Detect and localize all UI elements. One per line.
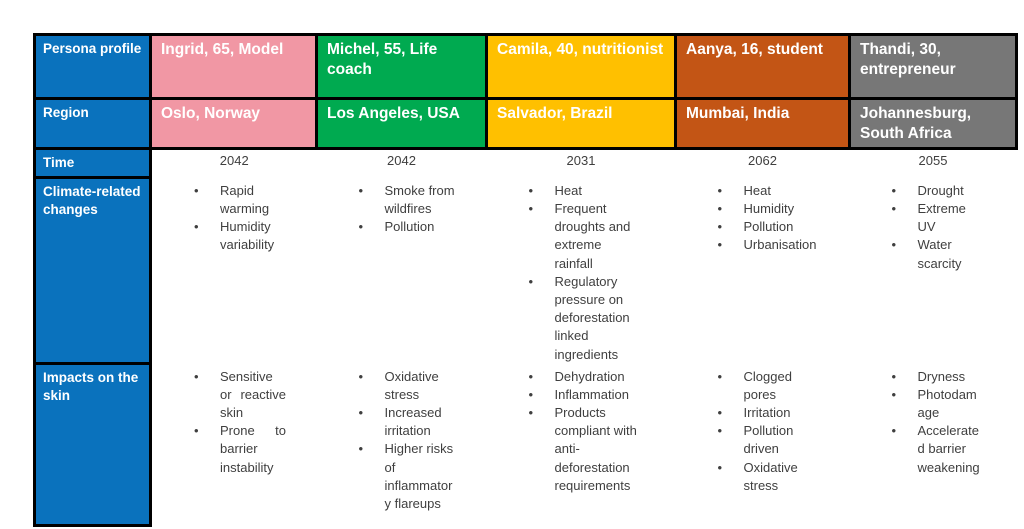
persona-cell-ingrid: Ingrid, 65, Model xyxy=(151,35,317,99)
climate-list-michel xyxy=(317,178,487,364)
bullet-item: • Dehydration xyxy=(527,368,639,386)
time-value: 2042 xyxy=(387,153,416,169)
bullet-list xyxy=(850,368,1017,477)
bullet-item: • Drought xyxy=(890,182,982,200)
bullet-list xyxy=(676,182,850,255)
row-label-skin-impacts: Impacts on the skin xyxy=(35,364,151,526)
bullet-item: • Urbanisation xyxy=(716,236,822,254)
bullet-item: • Irritation xyxy=(716,404,822,422)
bullet-item: • Regulatory pressure on deforestation linked ingredients xyxy=(527,273,639,364)
bullet-list xyxy=(152,182,317,255)
bullet-list xyxy=(152,368,317,477)
bullet-list xyxy=(676,368,850,495)
impacts-list-michel xyxy=(317,364,487,526)
climate-list-aanya xyxy=(676,178,850,364)
region-cell-mumbai: Mumbai, India xyxy=(676,99,850,149)
persona-cell-thandi: Thandi, 30, entrepreneur xyxy=(850,35,1017,99)
impacts-list-camila xyxy=(487,364,676,526)
region-cell-johannesburg: Johannesburg, South Africa xyxy=(850,99,1017,149)
bullet-item: • Oxidative stress xyxy=(357,368,459,404)
row-label-region: Region xyxy=(35,99,151,149)
persona-comparison-table xyxy=(33,33,1018,527)
persona-profile-row xyxy=(35,35,1017,99)
impacts-list-ingrid xyxy=(151,364,317,526)
bullet-item: • Humidity xyxy=(716,200,822,218)
bullet-item: • Water scarcity xyxy=(890,236,982,272)
persona-cell-camila: Camila, 40, nutritionist xyxy=(487,35,676,99)
bullet-item: • Increased irritation xyxy=(357,404,459,440)
bullet-list xyxy=(317,182,487,237)
bullet-item: • Smoke from wildfires xyxy=(357,182,459,218)
bullet-item: • Heat xyxy=(716,182,822,200)
climate-list-thandi xyxy=(850,178,1017,364)
time-row xyxy=(35,149,1017,178)
bullet-item: • Oxidative stress xyxy=(716,459,822,495)
bullet-item: • Frequent droughts and extreme rainfall xyxy=(527,200,639,273)
skin-impacts-row xyxy=(35,364,1017,526)
time-value: 2055 xyxy=(918,153,948,169)
climate-list-ingrid xyxy=(151,178,317,364)
bullet-item: • Humidity variability xyxy=(192,218,286,254)
bullet-item: • Accelerated barrier weakening xyxy=(890,422,982,477)
time-value: 2042 xyxy=(219,153,249,169)
bullet-list xyxy=(850,182,1017,273)
bullet-item: • Pollution xyxy=(716,218,822,236)
persona-cell-aanya: Aanya, 16, student xyxy=(676,35,850,99)
climate-changes-row xyxy=(35,178,1017,364)
persona-cell-michel: Michel, 55, Life coach xyxy=(317,35,487,99)
bullet-item: • Extreme UV xyxy=(890,200,982,236)
time-value: 2031 xyxy=(566,153,596,169)
bullet-item: • Clogged pores xyxy=(716,368,822,404)
bullet-item: • Sensitive or reactive skin xyxy=(192,368,286,423)
impacts-list-thandi xyxy=(850,364,1017,526)
row-label-time: Time xyxy=(35,149,151,178)
bullet-item: • Inflammation xyxy=(527,386,639,404)
bullet-item: • Prone to barrier instability xyxy=(192,422,286,477)
bullet-item: • Heat xyxy=(527,182,639,200)
region-cell-los-angeles: Los Angeles, USA xyxy=(317,99,487,149)
row-label-persona-profile: Persona profile xyxy=(35,35,151,99)
bullet-item: • Higher risks of inflammatory flareups xyxy=(357,440,459,513)
bullet-item: • Rapid warming xyxy=(192,182,286,218)
region-cell-oslo: Oslo, Norway xyxy=(151,99,317,149)
time-value: 2062 xyxy=(748,153,777,169)
impacts-list-aanya xyxy=(676,364,850,526)
region-cell-salvador: Salvador, Brazil xyxy=(487,99,676,149)
bullet-item: • Dryness xyxy=(890,368,982,386)
bullet-list xyxy=(487,182,676,364)
region-row xyxy=(35,99,1017,149)
row-label-climate-changes: Climate-related changes xyxy=(35,178,151,364)
bullet-item: • Products compliant with anti-deforestation requirements xyxy=(527,404,639,495)
bullet-list xyxy=(317,368,487,514)
bullet-list xyxy=(487,368,676,495)
bullet-item: • Photodamage xyxy=(890,386,982,422)
bullet-item: • Pollution driven xyxy=(716,422,822,458)
climate-list-camila xyxy=(487,178,676,364)
bullet-item: • Pollution xyxy=(357,218,459,236)
